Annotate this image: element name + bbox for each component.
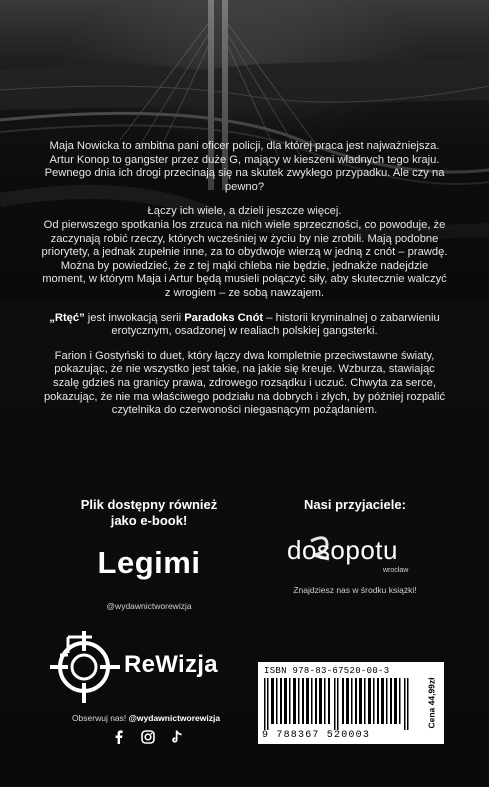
isbn-barcode-label (258, 662, 444, 744)
dosopotu-city: wrocław (383, 567, 409, 574)
ebook-heading: Plik dostępny również jako e-book! (80, 497, 218, 528)
instagram-icon (141, 730, 155, 744)
blurb-paragraph-3: „Rtęć” jest inwokacją serii Paradoks Cnót – historii kryminalnej o zabarwieniu erotycznym, osadzonej w realiach polskiej gangsterki. (49, 311, 440, 338)
friends-section (265, 497, 445, 595)
blurb-paragraph-1: Maja Nowicka to ambitna pani oficer policji, dla której praca jest najważniejsza. Artur Konop to gangster przez duże G, mający w kieszeni władnych tego kraju. Pewnego dnia ich drogi przecinają się na skutek zwykłego przypadku. Ale czy na pewno? (44, 140, 445, 193)
tiktok-icon (171, 730, 183, 744)
series-name: Paradoks Cnót (184, 311, 264, 324)
book-description (40, 140, 449, 429)
publisher-name: ReWizja (124, 651, 218, 678)
price-label: Cena 44,99zł (427, 677, 437, 729)
barcode-digits: 9 788367 520003 (262, 730, 371, 741)
rewizja-logo (46, 625, 246, 705)
friends-heading: Nasi przyjaciele: (304, 497, 406, 512)
barcode-icon (264, 678, 414, 730)
follow-us: Obserwuj nas! @wydawnictworewizja (71, 713, 221, 723)
blurb-paragraph-2: Od pierwszego spotkania los zrzuca na nich wiele sprzeczności, co powoduje, że zaczynają robić rzeczy, których wcześniej w życiu by nie zrobili. Mają podobne priorytety, a jednak zupełnie inne, za to obydwoje wierzą w jedną z cnót – prawdę. Można by powiedzieć, że z tej mąki chleba nie będzie, jednakże nadejdzie moment, w którym Maja i Artur będą musieli połączyć siły, aby skutecznie walczyć z wrogiem – ze sobą nawzajem. (41, 218, 448, 299)
isbn-number: ISBN 978-83-67520-00-3 (264, 666, 390, 676)
book-title: „Rtęć” (49, 311, 85, 324)
blurb-paragraph-2-lead: Łączy ich wiele, a dzieli jeszcze więcej. (147, 205, 342, 218)
rewizja-crosshair-icon (46, 625, 126, 705)
dosopotu-wordmark: dosopotu (287, 535, 398, 565)
dosopotu-logo (265, 527, 445, 577)
ebook-section (64, 497, 234, 611)
legimi-logo: Legimi (97, 545, 201, 580)
social-icons (113, 728, 183, 746)
blurb-paragraph-4: Farion i Gostyński to duet, który łączy dwa kompletnie przeciwstawne światy, pokazując, że nie wszystko jest takie, na jakie się kreuje. Wzburza, stawiając szalę gdzieś na granicy prawa, zdrowego rozsądku i uczuć. Chwyta za serce, pokazując, że nie ma właściwego podziału na dobrych i złych, by później rozpalić czytelnika do czerwoności niegasnącym pożądaniem. (43, 349, 446, 417)
publisher-handle: @wydawnictworewizja (128, 713, 221, 723)
facebook-icon (113, 730, 125, 744)
friends-note: Znajdziesz nas w środku książki! (293, 585, 417, 595)
ebook-handle: @wydawnictworewizja (106, 601, 192, 611)
